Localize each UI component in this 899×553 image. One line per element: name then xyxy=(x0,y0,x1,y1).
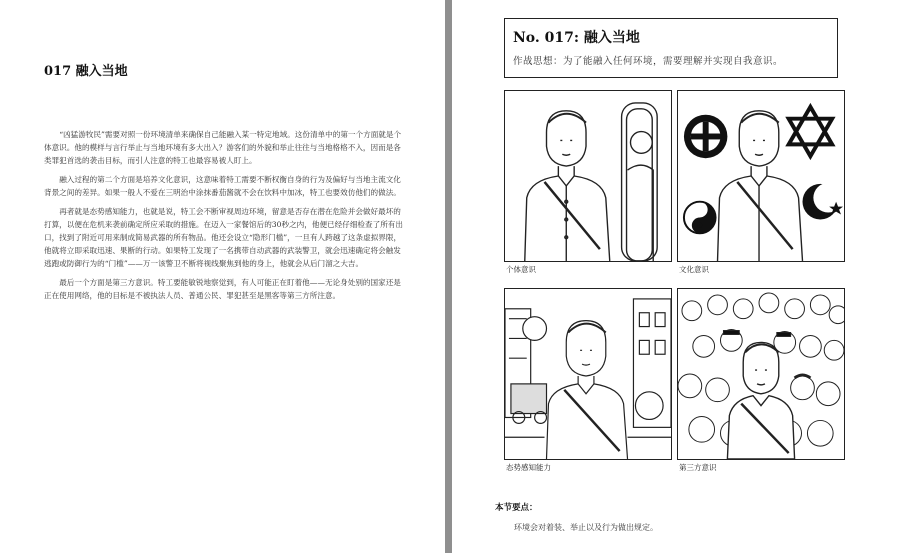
man-with-mirror-illustration xyxy=(505,91,671,261)
panel-caption: 态势感知能力 xyxy=(506,463,551,472)
body-text xyxy=(44,128,406,308)
yin-yang-icon xyxy=(684,202,716,234)
street-scene-illustration xyxy=(505,289,671,459)
section-heading: No. 017: 融入当地 xyxy=(513,30,640,46)
star-of-david-icon xyxy=(789,107,832,156)
panel-caption: 个体意识 xyxy=(506,265,536,274)
man-with-symbols-illustration xyxy=(678,91,844,261)
crescent-star-icon xyxy=(803,183,844,220)
key-point-item: 环境会对着装、举止以及行为做出规定。 xyxy=(514,523,658,532)
illustration-panel-third-party xyxy=(677,288,845,460)
illustration-panel-individual xyxy=(504,90,672,262)
panel-caption: 第三方意识 xyxy=(679,463,717,472)
title-box xyxy=(504,18,838,78)
section-subtitle: 作战思想：为了能融入任何环境，需要理解并实现自我意识。 xyxy=(513,56,784,67)
illustration-panel-situational xyxy=(504,288,672,460)
panel-caption: 文化意识 xyxy=(679,265,709,274)
crosshair-wheel-icon xyxy=(684,115,727,158)
right-page xyxy=(452,0,899,553)
paragraph: 融入过程的第二个方面是培养文化意识，这意味着特工需要不断权衡自身的行为及偏好与当地主流文化背景之间的差异。如果一般人不爱在三明治中涂抹番茄酱就不会在饮料中加冰，特工也要效仿他们的做法。 xyxy=(44,175,401,197)
chapter-title: 017 融入当地 xyxy=(44,64,128,79)
left-page xyxy=(0,0,445,553)
crowd-illustration xyxy=(678,289,844,459)
paragraph: 再者就是态势感知能力，也就是说，特工会不断审视周边环境，留意是否存在潜在危险并会做好最坏的打算，以便在危机来袭前确定所应采取的措施。在迈入一家餐馆后的30秒之内，他便已经仔细检查了所有出口，找到了附近可用来制成简易武器的所有物品。他还会设立“隐形门槛”，一旦有人跨越了这条虚拟界限，他就将立即采取迅速、果断的行动。如果特工发现了一名携带自动武器的武装警卫，就会迅速确定将会触发逃跑或防御行为的“门槛”——万一该警卫不断将视线聚焦到他的身上，他就会从后门溜之大吉。 xyxy=(44,207,403,268)
paragraph: 最后一个方面是第三方意识。特工要能敏锐地察觉到，有人可能正在盯着他——无论身处别的国家还是正在使用网络，他的目标是不被执法人员、普通公民、罪犯甚至是黑客等第三方所注意。 xyxy=(44,278,401,300)
paragraph: “凶猛游牧民”需要对照一份环境清单来确保自己能融入某一特定地域。这份清单中的第一个方面就是个体意识。他的模样与言行举止与当地环境有多大出入？游客们的外貌和举止往往与当地格格不入，因而是各类罪犯首选的袭击目标，而引人注意的特工也最容易被人盯上。 xyxy=(44,130,402,165)
key-points-heading: 本节要点： xyxy=(495,503,538,513)
illustration-panel-cultural xyxy=(677,90,845,262)
